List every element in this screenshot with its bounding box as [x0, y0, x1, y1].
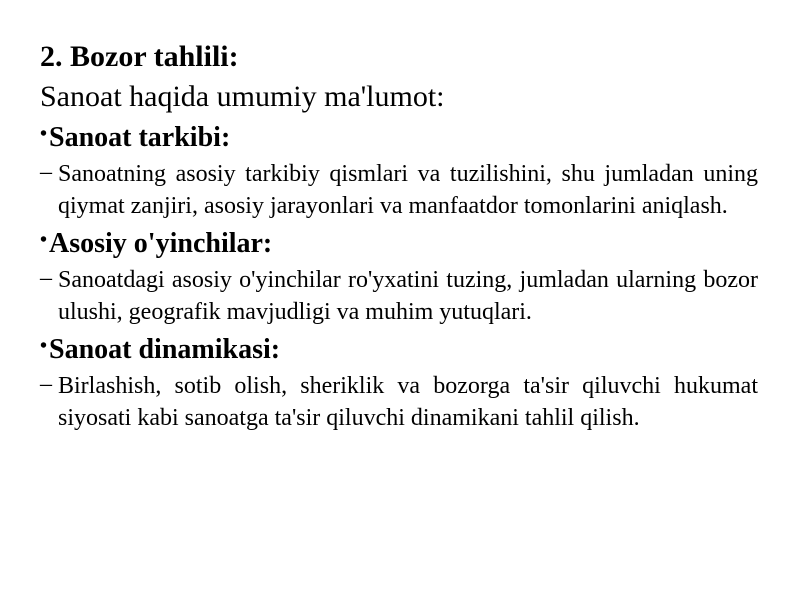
- dash-icon: –: [40, 159, 52, 185]
- bullet-icon: •: [40, 123, 48, 145]
- slide-content: [40, 38, 758, 434]
- section-description-row: [40, 158, 758, 222]
- dash-icon: –: [40, 371, 52, 397]
- section-key-players: [40, 226, 758, 328]
- section-title-row: [40, 332, 758, 368]
- section-title: Sanoat dinamikasi:: [49, 334, 281, 365]
- section-industry-structure: [40, 120, 758, 222]
- bullet-icon: •: [40, 335, 48, 357]
- section-description: Sanoatning asosiy tarkibiy qismlari va tuzilishini, shu jumladan uning qiymat zanjiri, asosiy jarayonlari va manfaatdor tomonlarini aniqlash.: [58, 161, 758, 219]
- section-description-row: [40, 370, 758, 434]
- page-subtitle: Sanoat haqida umumiy ma'lumot:: [40, 80, 445, 113]
- page-title: 2. Bozor tahlili:: [40, 40, 239, 73]
- section-industry-dynamics: [40, 332, 758, 434]
- section-description-row: [40, 264, 758, 328]
- section-title: Asosiy o'yinchilar:: [49, 228, 273, 259]
- section-title-row: [40, 120, 758, 156]
- section-description: Birlashish, sotib olish, sheriklik va bozorga ta'sir qiluvchi hukumat siyosati kabi sanoatga ta'sir qiluvchi dinamikani tahlil qilish.: [58, 373, 758, 431]
- section-description: Sanoatdagi asosiy o'yinchilar ro'yxatini tuzing, jumladan ularning bozor ulushi, geografik mavjudligi va muhim yutuqlari.: [58, 267, 758, 325]
- section-title-row: [40, 226, 758, 262]
- bullet-icon: •: [40, 229, 48, 251]
- section-title: Sanoat tarkibi:: [49, 122, 231, 153]
- dash-icon: –: [40, 265, 52, 291]
